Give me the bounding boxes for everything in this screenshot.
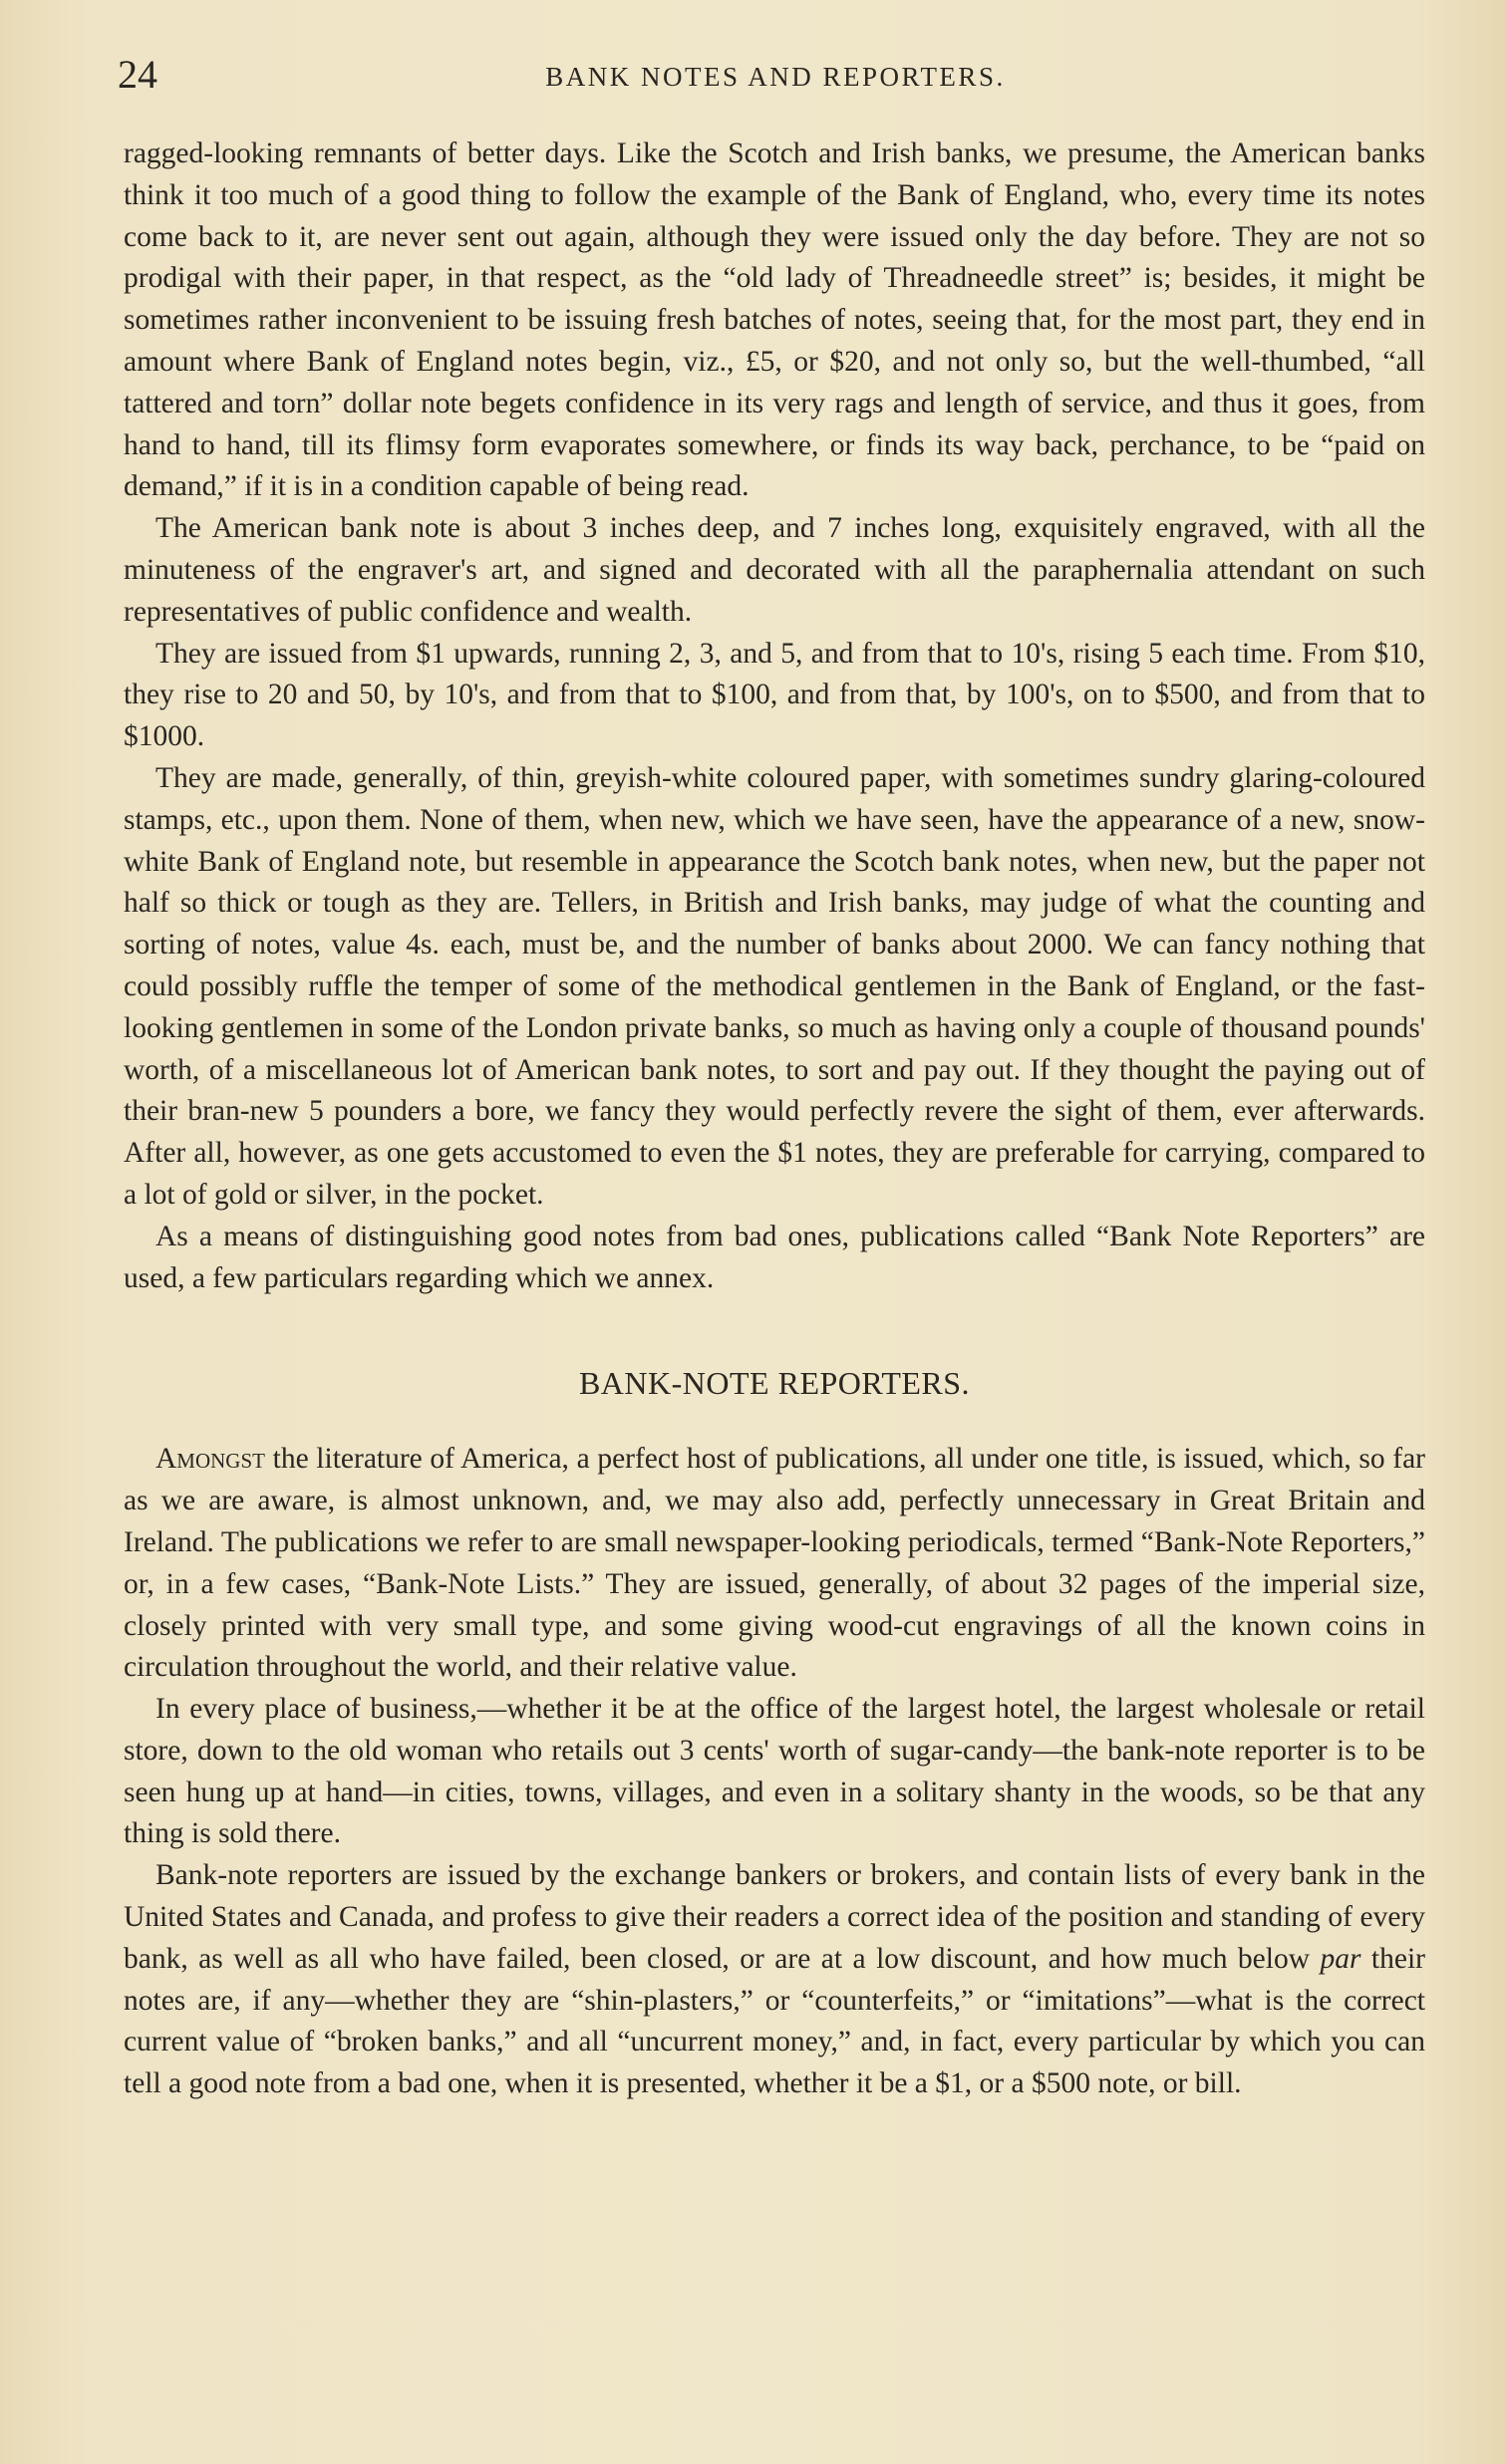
paragraph-amongst-text: the literature of America, a perfect host of publications, all under one title, is issued, which, so far as we are aware, is almost unknown, and, we may also add, perfectly unnecessary in Great Britain and Ireland. The publications we refer to are small newspaper-looking periodicals, termed “Bank-Note Reporters,” or, in a few cases, “Bank-Note Lists.” They are issued, generally, of about 32 pages of the imperial size, closely printed with very small type, and some giving wood-cut engravings of all the known coins in circulation throughout the world, and their relative value. (124, 1443, 1425, 1684)
drop-word: Amongst (155, 1443, 265, 1476)
page-header (118, 50, 1433, 100)
paragraph-continued: ragged-looking remnants of better days. Like the Scotch and Irish banks, we presume, the American banks think it too much of a good thing to follow the example of the Bank of England, who, every time its notes come back to it, are never sent out again, although they were issued only the day before. They are not so prodigal with their paper, in that respect, as the “old lady of Threadneedle street” is; besides, it might be sometimes rather inconvenient to be issuing fresh batches of notes, seeing that, for the most part, they end in amount where Bank of England notes begin, viz., £5, or $20, and not only so, but the well-thumbed, “all tattered and torn” dollar note begets confidence in its very rags and length of service, and thus it goes, from hand to hand, till its flimsy form evaporates somewhere, or finds its way back, perchance, to be “paid on demand,” if it is in a condition capable of being read. (124, 137, 1425, 503)
paragraph-brokers-text-1: Bank-note reporters are issued by the exchange bankers or brokers, and contain lists of every bank in the United States and Canada, and profess to give their readers a correct idea of the position and standing of every bank, as well as all who have failed, been closed, or are at a low discount, and how much below (124, 1859, 1425, 1975)
paragraph-place-of-business: In every place of business,—whether it be at the office of the largest hotel, the largest wholesale or retail store, down to the old woman who retails out 3 cents' worth of sugar-candy—the bank-note reporter is to be seen hung up at hand—in cities, towns, villages, and even in a solitary shanty in the woods, so be that any thing is sold there. (124, 1693, 1425, 1850)
body-text (124, 134, 1425, 2105)
paragraph-paper-quality: They are made, generally, of thin, greyish-white coloured paper, with sometimes sundry glaring-coloured stamps, etc., upon them. None of them, when new, which we have seen, have the appearance of a new, snow-white Bank of England note, but resemble in appearance the Scotch bank notes, when new, but the paper not half so thick or tough as they are. Tellers, in British and Irish banks, may judge of what the counting and sorting of notes, value 4s. each, must be, and the number of banks about 2000. We can fancy nothing that could possibly ruffle the temper of some of the methodical gentlemen in the Bank of England, or the fast-looking gentlemen in some of the London private banks, so much as having only a couple of thousand pounds' worth, of a miscellaneous lot of American bank notes, to sort and pay out. If they thought the paying out of their bran-new 5 pounders a bore, we fancy they would perfectly revere the sight of them, ever afterwards. After all, however, as one gets accustomed to even the $1 notes, they are preferable for carrying, compared to a lot of gold or silver, in the pocket. (124, 761, 1425, 1211)
running-head: BANK NOTES AND REPORTERS. (545, 62, 1006, 92)
section-heading: BANK-NOTE REPORTERS. (578, 1365, 971, 1402)
paragraph-issued-by-brokers (124, 1855, 1425, 2105)
italic-par: par (1320, 1942, 1361, 1975)
page-number: 24 (118, 52, 157, 97)
paragraph-amongst (124, 1439, 1425, 1689)
paragraph-denominations: They are issued from $1 upwards, running 2, 3, and 5, and from that to 10's, rising 5 each time. From $10, they rise to 20 and 50, by 10's, and from that to $100, and from that, by 100's, on to $500, and from that to $1000. (124, 637, 1425, 753)
paragraph-brokers-text-2: their notes are, if any—whether they are “shin-plasters,” or “counterfeits,” or “imitations”—what is the correct current value of “broken banks,” and all “uncurrent money,” and, in fact, every particular by which you can tell a good note from a bad one, when it is presented, whether it be a $1, or a $500 note, or bill. (124, 1942, 1425, 2100)
paragraph-note-size: The American bank note is about 3 inches deep, and 7 inches long, exquisitely engraved, with all the minuteness of the engraver's art, and signed and decorated with all the paraphernalia attendant on such representatives of public confidence and wealth. (124, 512, 1425, 628)
paragraph-reporters-intro: As a means of distinguishing good notes from bad ones, publications called “Bank Note Reporters” are used, a few particulars regarding which we annex. (124, 1220, 1425, 1294)
